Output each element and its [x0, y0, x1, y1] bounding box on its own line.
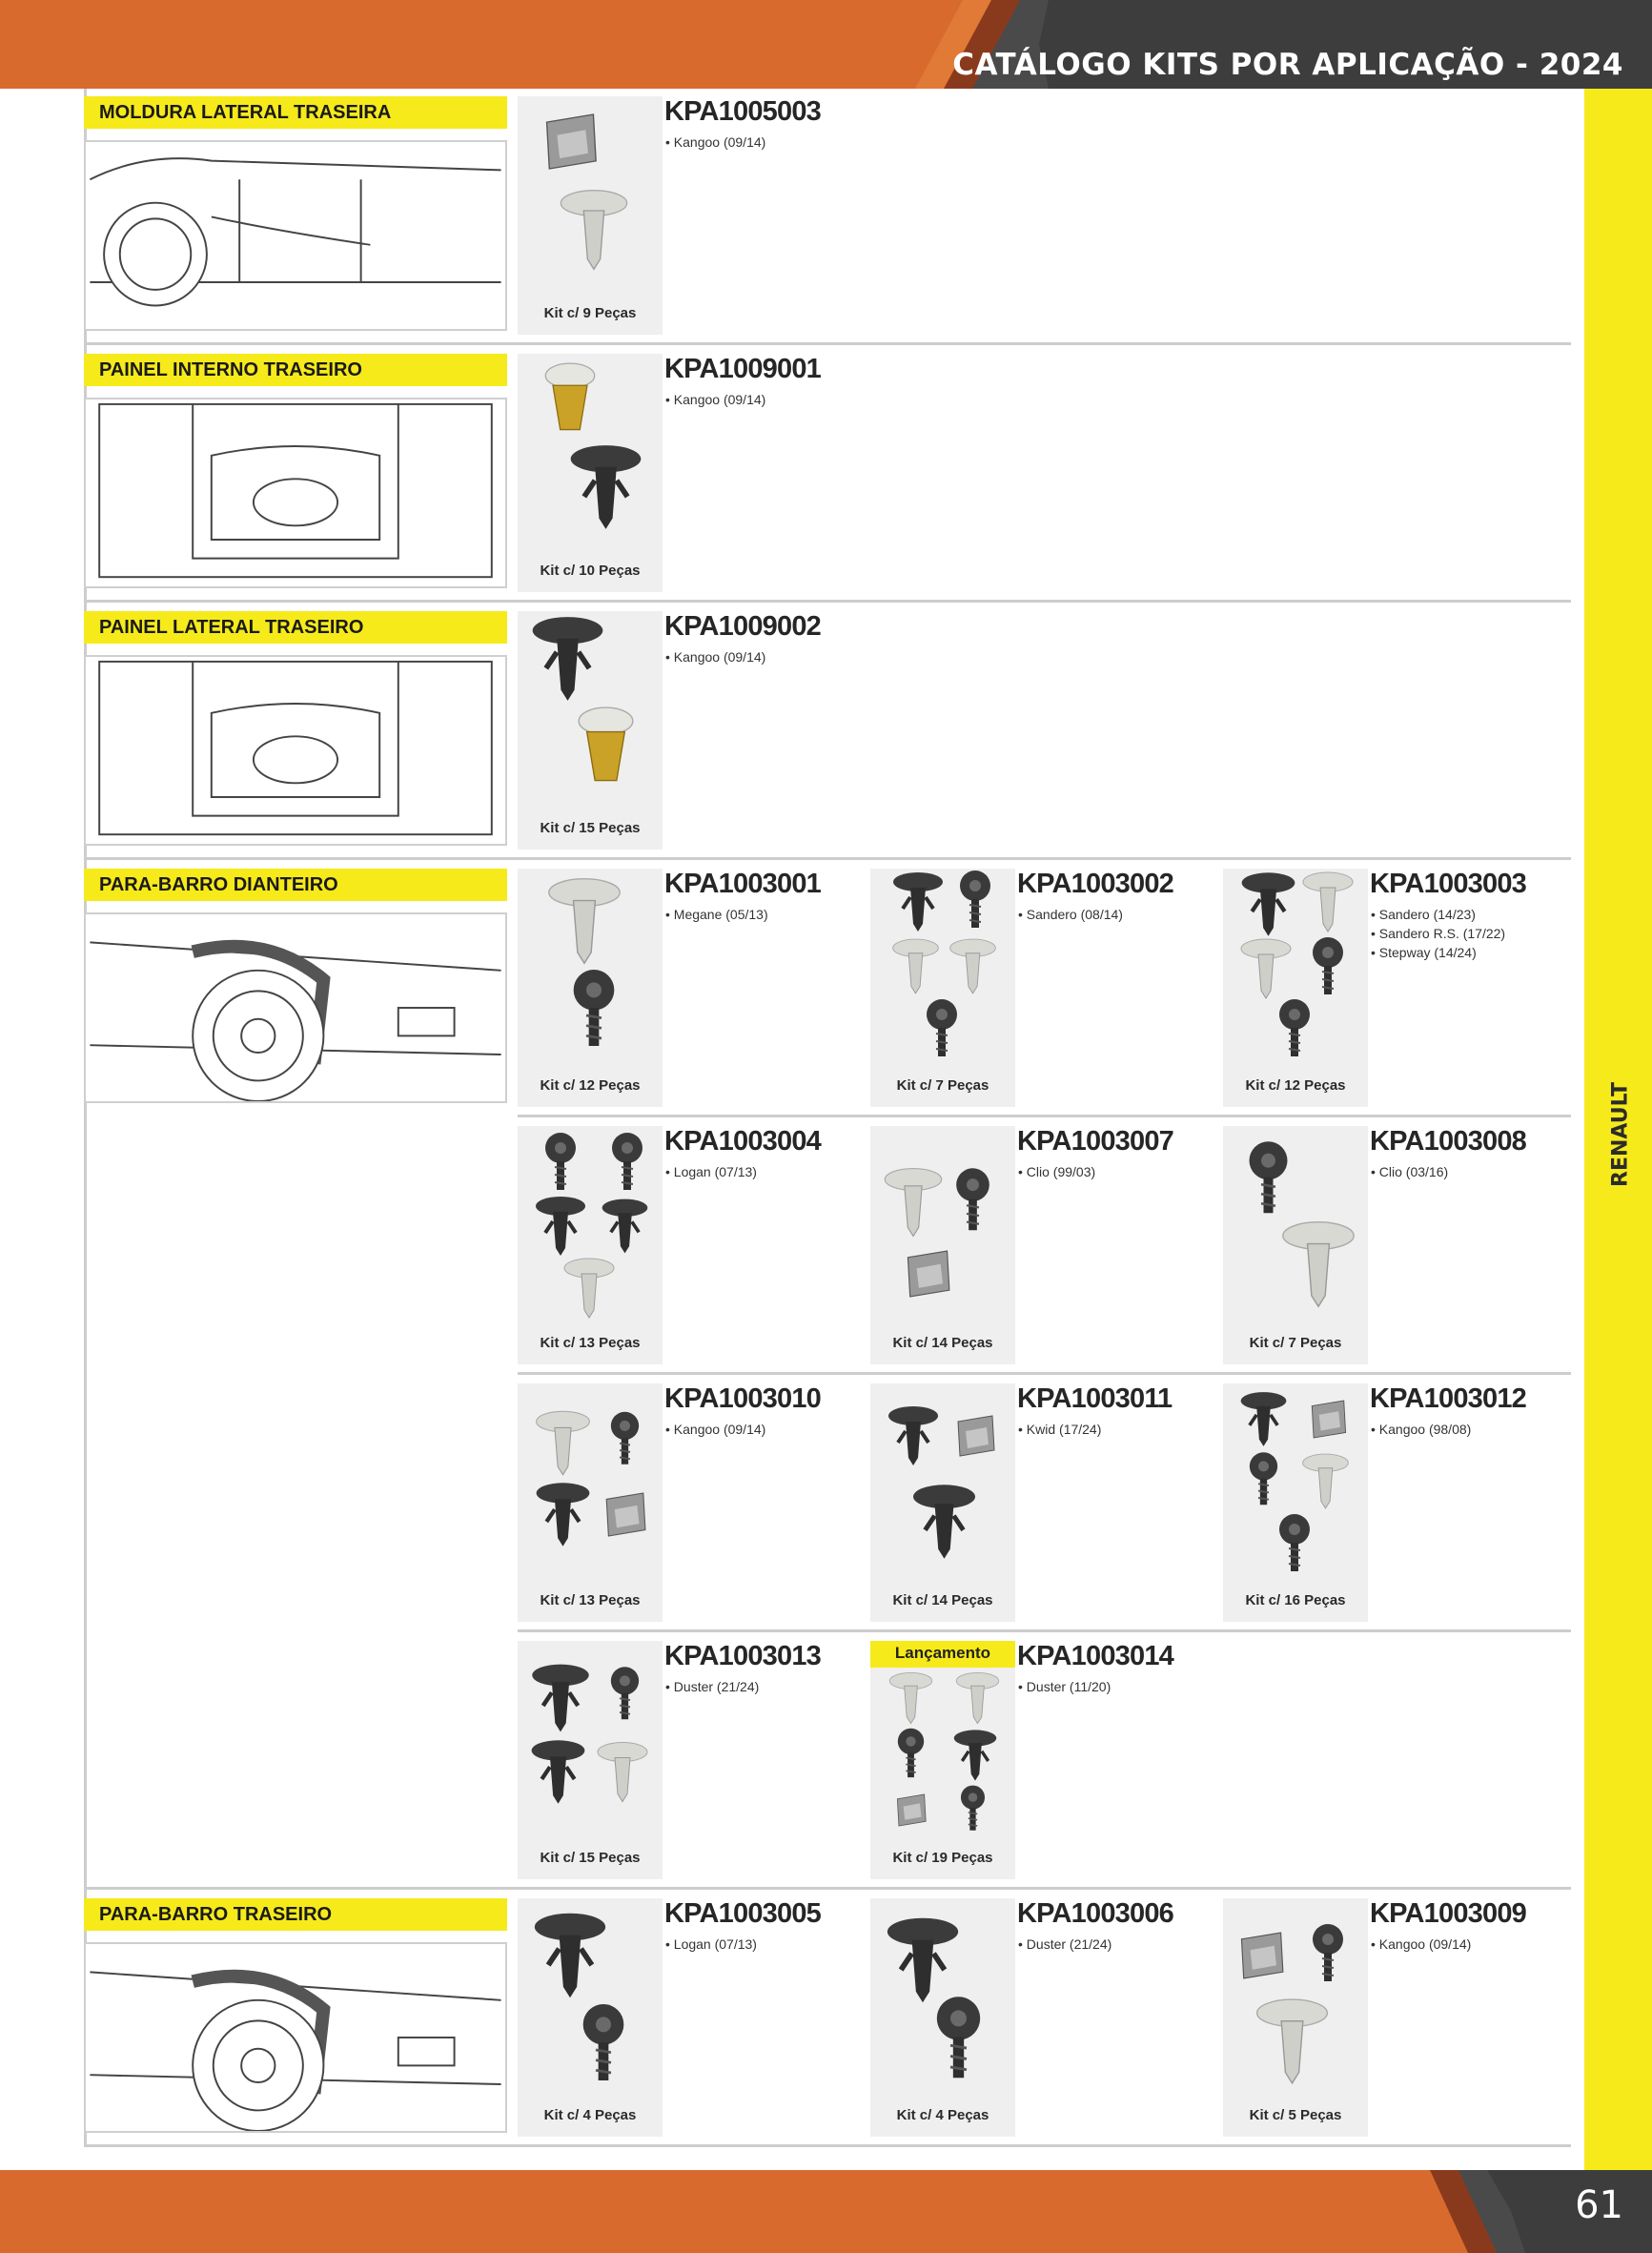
product-image	[1223, 869, 1368, 1107]
product-code: KPA1003008	[1370, 1126, 1526, 1157]
application-list	[665, 390, 765, 409]
row-separator	[518, 1372, 1571, 1375]
product-card[interactable]	[870, 1126, 1223, 1364]
application-item: • Logan (07/13)	[665, 1936, 757, 1952]
application-item: • Sandero R.S. (17/22)	[1371, 926, 1506, 941]
product-code: KPA1003013	[664, 1641, 821, 1671]
application-item: • Kangoo (09/14)	[665, 134, 766, 150]
application-list	[1371, 905, 1505, 962]
category-illustration	[84, 912, 507, 1103]
kit-count: Kit c/ 4 Peças	[543, 2107, 637, 2123]
category-illustration	[84, 140, 507, 331]
product-card[interactable]	[870, 1383, 1223, 1622]
product-image	[1223, 1126, 1368, 1364]
product-image	[518, 96, 663, 335]
product-card[interactable]	[518, 354, 870, 592]
product-image	[870, 1126, 1015, 1364]
product-card[interactable]	[518, 1898, 870, 2137]
application-item: • Sandero (14/23)	[1371, 907, 1476, 922]
kit-count: Kit c/ 9 Peças	[543, 305, 637, 321]
brand-side-label-box	[1601, 1077, 1640, 1192]
section-separator	[84, 1887, 1571, 1890]
product-card[interactable]	[518, 1641, 870, 1879]
section-separator	[84, 2144, 1571, 2147]
product-card[interactable]	[1223, 1898, 1576, 2137]
kit-count: Kit c/ 13 Peças	[540, 1592, 641, 1608]
product-code: KPA1003005	[664, 1898, 821, 1929]
product-code: KPA1003014	[1017, 1641, 1173, 1671]
product-code: KPA1003011	[1017, 1383, 1173, 1414]
section-separator	[84, 600, 1571, 603]
application-list	[665, 1420, 765, 1439]
category-label: PAINEL LATERAL TRASEIRO	[84, 611, 507, 644]
product-image	[518, 1383, 663, 1622]
product-card[interactable]	[518, 1126, 870, 1364]
application-list	[665, 905, 768, 924]
application-list	[1018, 1420, 1101, 1439]
application-list	[1371, 1420, 1471, 1439]
application-list	[665, 647, 765, 666]
application-list	[1371, 1935, 1471, 1954]
product-image	[1223, 1383, 1368, 1622]
application-item: • Kangoo (09/14)	[665, 649, 766, 665]
application-list	[665, 1677, 759, 1696]
kit-count: Kit c/ 19 Peças	[892, 1850, 993, 1866]
application-list	[1018, 905, 1123, 924]
product-code: KPA1003006	[1017, 1898, 1173, 1929]
product-image	[1223, 1898, 1368, 2137]
product-image	[518, 354, 663, 592]
category-illustration	[84, 398, 507, 588]
product-code: KPA1003009	[1370, 1898, 1526, 1929]
application-item: • Logan (07/13)	[665, 1164, 757, 1179]
kit-count: Kit c/ 4 Peças	[896, 2107, 989, 2123]
product-image	[518, 1126, 663, 1364]
application-list	[665, 1162, 757, 1181]
section-separator	[84, 857, 1571, 860]
application-list	[1018, 1935, 1112, 1954]
product-card[interactable]	[518, 869, 870, 1107]
product-card[interactable]	[518, 611, 870, 850]
kit-count: Kit c/ 14 Peças	[892, 1592, 993, 1608]
category-label: PARA-BARRO TRASEIRO	[84, 1898, 507, 1931]
kit-count: Kit c/ 16 Peças	[1245, 1592, 1346, 1608]
product-code: KPA1003002	[1017, 869, 1173, 899]
section-separator	[84, 342, 1571, 345]
product-card[interactable]	[870, 1641, 1223, 1879]
application-item: • Sandero (08/14)	[1018, 907, 1123, 922]
product-image	[518, 611, 663, 850]
category-illustration	[84, 1942, 507, 2133]
product-code: KPA1003004	[664, 1126, 821, 1157]
product-image	[518, 1898, 663, 2137]
kit-count: Kit c/ 7 Peças	[1249, 1335, 1342, 1351]
new-release-badge: Lançamento	[870, 1641, 1015, 1668]
application-list	[1018, 1677, 1111, 1696]
product-card[interactable]	[518, 1383, 870, 1622]
page-title: CATÁLOGO KITS POR APLICAÇÃO - 2024	[952, 48, 1623, 82]
product-code: KPA1003001	[664, 869, 821, 899]
kit-count: Kit c/ 5 Peças	[1249, 2107, 1342, 2123]
kit-count: Kit c/ 15 Peças	[540, 1850, 641, 1866]
product-image	[518, 1641, 663, 1879]
product-card[interactable]	[870, 1898, 1223, 2137]
product-card[interactable]	[1223, 1383, 1576, 1622]
product-image	[870, 1383, 1015, 1622]
application-list	[665, 133, 765, 152]
application-item: • Kangoo (98/08)	[1371, 1422, 1472, 1437]
page-number: 61	[1575, 2183, 1623, 2227]
application-item: • Kangoo (09/14)	[1371, 1936, 1472, 1952]
footer-bar	[0, 2170, 1652, 2253]
application-item: • Stepway (14/24)	[1371, 945, 1477, 960]
category-label: PARA-BARRO DIANTEIRO	[84, 869, 507, 901]
application-item: • Kangoo (09/14)	[665, 392, 766, 407]
product-card[interactable]	[1223, 1126, 1576, 1364]
product-code: KPA1009001	[664, 354, 821, 384]
application-list	[1371, 1162, 1448, 1181]
application-item: • Duster (21/24)	[665, 1679, 760, 1694]
application-list	[665, 1935, 757, 1954]
product-card[interactable]	[870, 869, 1223, 1107]
product-card[interactable]	[1223, 869, 1576, 1107]
kit-count: Kit c/ 14 Peças	[892, 1335, 993, 1351]
product-image	[870, 1898, 1015, 2137]
category-label: MOLDURA LATERAL TRASEIRA	[84, 96, 507, 129]
product-image	[870, 869, 1015, 1107]
product-code: KPA1009002	[664, 611, 821, 642]
row-separator	[518, 1115, 1571, 1117]
application-item: • Kwid (17/24)	[1018, 1422, 1102, 1437]
application-item: • Megane (05/13)	[665, 907, 768, 922]
kit-count: Kit c/ 7 Peças	[896, 1077, 989, 1094]
product-code: KPA1005003	[664, 96, 821, 127]
kit-count: Kit c/ 13 Peças	[540, 1335, 641, 1351]
category-illustration	[84, 655, 507, 846]
application-item: • Duster (21/24)	[1018, 1936, 1112, 1952]
kit-count: Kit c/ 12 Peças	[540, 1077, 641, 1094]
product-image	[870, 1641, 1015, 1879]
category-label: PAINEL INTERNO TRASEIRO	[84, 354, 507, 386]
brand-side-label: RENAULT	[1608, 1082, 1633, 1187]
product-code: KPA1003003	[1370, 869, 1526, 899]
kit-count: Kit c/ 10 Peças	[540, 563, 641, 579]
row-separator	[518, 1629, 1571, 1632]
application-item: • Duster (11/20)	[1018, 1679, 1112, 1694]
kit-count: Kit c/ 12 Peças	[1245, 1077, 1346, 1094]
product-card[interactable]	[518, 96, 870, 335]
application-item: • Kangoo (09/14)	[665, 1422, 766, 1437]
application-item: • Clio (99/03)	[1018, 1164, 1096, 1179]
product-image	[518, 869, 663, 1107]
application-item: • Clio (03/16)	[1371, 1164, 1449, 1179]
product-code: KPA1003012	[1370, 1383, 1526, 1414]
product-code: KPA1003007	[1017, 1126, 1173, 1157]
product-code: KPA1003010	[664, 1383, 821, 1414]
kit-count: Kit c/ 15 Peças	[540, 820, 641, 836]
application-list	[1018, 1162, 1095, 1181]
